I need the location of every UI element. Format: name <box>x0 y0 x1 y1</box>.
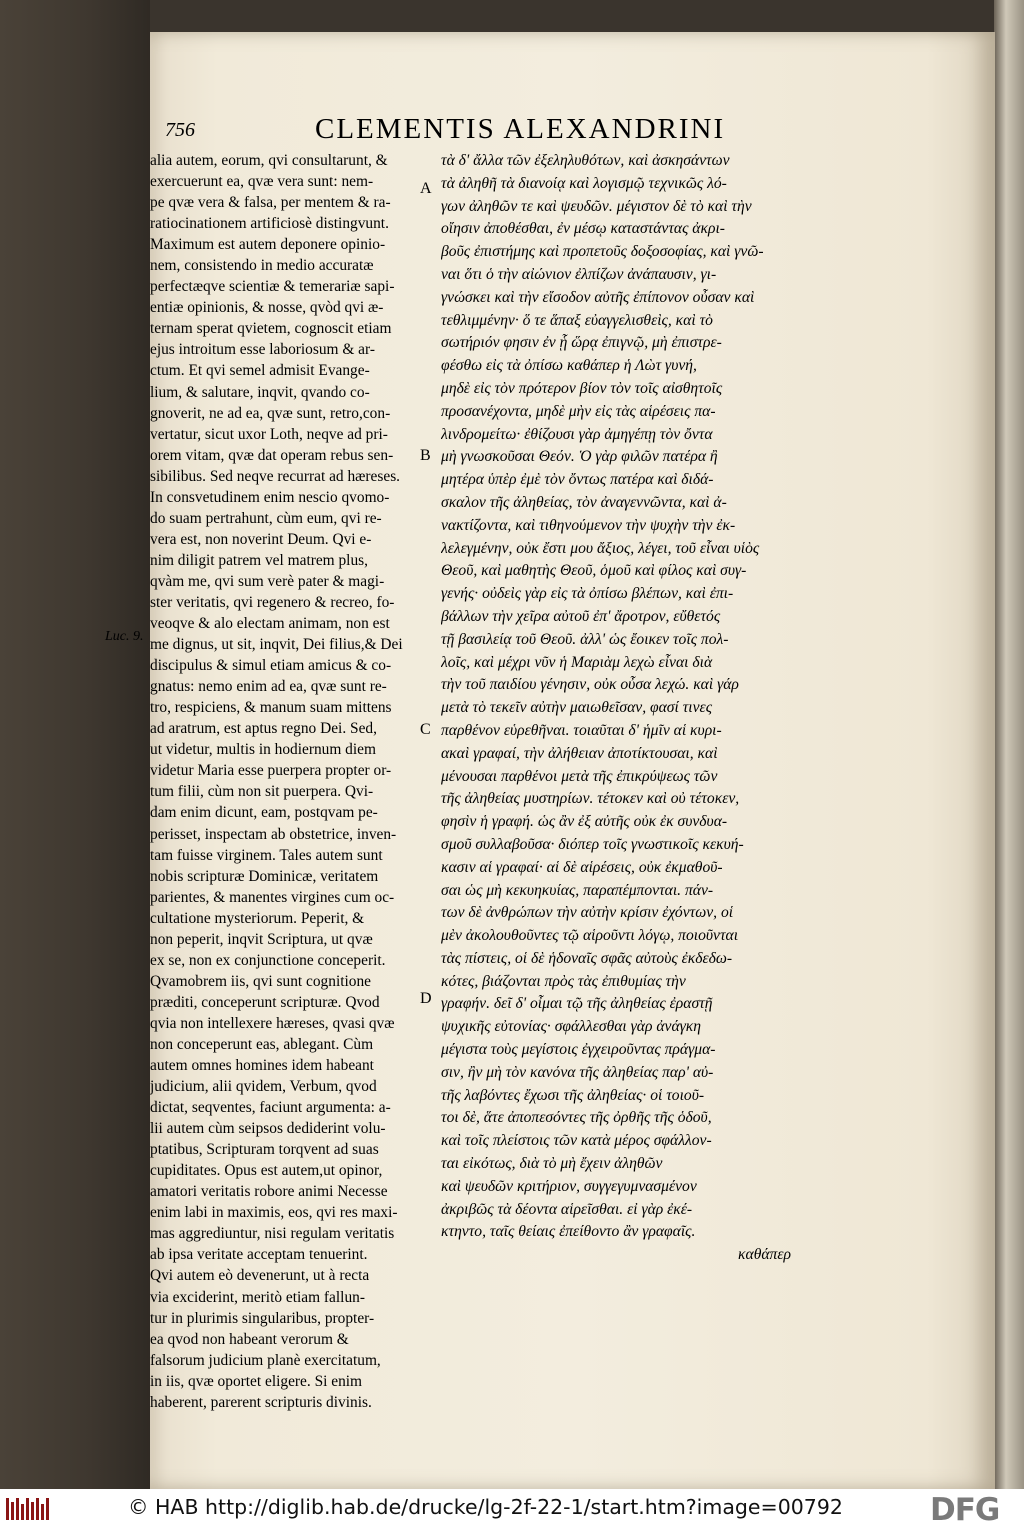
latin-text-line: Qvi autem eò devenerunt, ut à recta <box>150 1267 370 1285</box>
latin-text-line: do suam pertrahunt, cùm eum, qvi re- <box>150 509 382 527</box>
footer-bar <box>0 1489 1024 1529</box>
greek-text-line: γων ἀληθῶν τε καὶ ψευδῶν. μέγιστον δὲ τὸ καὶ τὴν <box>441 197 752 215</box>
greek-text-line: των δὲ ἀνθρώπων τὴν αὐτὴν κρίσιν ἐχόντων, οἱ <box>441 904 734 922</box>
latin-text-line: judicium, alii qvidem, Verbum, qvod <box>150 1078 377 1096</box>
greek-text-line: τῇ βασιλείᾳ τοῦ Θεοῦ. ἀλλ' ὡς ἔοικεν τοῖς πολ- <box>441 630 729 648</box>
running-head <box>165 113 815 153</box>
latin-text-line: sibilibus. Sed neqve recurrat ad hæreses. <box>150 467 401 485</box>
latin-text-line: entiæ opinionis, & nosse, qvòd qvi æ- <box>150 299 384 317</box>
latin-text-line: qvia non intellexere hæreses, qvasi qvæ <box>150 1014 395 1032</box>
greek-text-line: γραφήν. δεῖ δ' οἶμαι τῷ τῆς ἀληθείας ἐραστῇ <box>441 995 713 1013</box>
latin-text-line: perfectæqve scientiæ & temerariæ sapi- <box>150 278 395 296</box>
latin-text-line: tam fuisse virginem. Tales autem sunt <box>150 846 383 864</box>
latin-text-line: ea qvod non habeant verorum & <box>150 1330 349 1348</box>
greek-text-line: μέγιστα τοὺς μεγίστοις ἐγχειροῦντας πράγμα- <box>441 1041 716 1059</box>
greek-text-line: κότες, βιάζονται πρὸς τὰς ἐπιθυμίας τὴν <box>441 972 686 990</box>
latin-text-line: pe qvæ vera & falsa, per mentem & ra- <box>150 194 391 212</box>
latin-text-line: non peperit, inqvit Scriptura, ut qvæ <box>150 930 373 948</box>
latin-text-line: amatori veritatis robore animi Necesse <box>150 1183 388 1201</box>
greek-text-line: σιν, ἢν μὴ τὸν κανόνα τῆς ἀληθείας παρ' αὐ- <box>441 1063 714 1081</box>
greek-text-line: προσανέχοντα, μηδὲ μὴν εἰς τὰς αἱρέσεις πα- <box>441 402 716 420</box>
greek-text-line: μὴ γνωσκοῦσαι Θεόν. Ὁ γὰρ φιλῶν πατέρα ἢ <box>441 448 718 466</box>
latin-text-line: ab ipsa veritate acceptam tenuerint. <box>150 1246 368 1264</box>
latin-text-line: qvàm me, qvi sum verè pater & magi- <box>150 572 385 590</box>
latin-text-line: videtur Maria esse puerpera propter or- <box>150 762 392 780</box>
section-letter-b: B <box>420 447 431 464</box>
greek-text-line: μὲν ἀκολουθοῦντες τῷ αἱροῦντι λόγῳ, ποιοῦνται <box>441 927 739 945</box>
section-letter-d: D <box>420 990 432 1007</box>
greek-text-line: γενής· οὐδεὶς γὰρ εἰς τὰ ὀπίσω βλέπων, καὶ ἐπι- <box>441 585 734 603</box>
latin-text-line: ut videtur, multis in hodiernum diem <box>150 741 376 759</box>
latin-text-line: ad aratrum, est aptus regno Dei. Sed, <box>150 720 377 738</box>
greek-text-line: τῆς ἀληθείας μυστηρίων. τέτοκεν καὶ οὐ τέτοκεν, <box>441 790 740 808</box>
page-number: 756 <box>165 119 195 141</box>
greek-text-line: τοι δὲ, ἅτε ἀποπεσόντες τῆς ὀρθῆς τῆς ὁδοῦ, <box>441 1109 712 1127</box>
greek-text-line: τὰ ἀληθῆ τὰ διανοίᾳ καὶ λογισμῷ τεχνικῶς λό- <box>441 174 727 192</box>
section-letter-c: C <box>420 721 431 738</box>
greek-text-line: σμοῦ συλλαβοῦσα· διόπερ τοῖς γνωστικοῖς κεκυή- <box>441 835 744 853</box>
latin-text-line: nobis scripturæ Dominicæ, veritatem <box>150 867 379 885</box>
greek-text-line: φησὶν ἡ γραφή. ὡς ἂν ἐξ αὐτῆς οὐκ ἐκ συνδυα- <box>441 813 728 831</box>
latin-text-line: ratiocinationem artificiosè distingvunt. <box>150 215 389 233</box>
greek-text-line: ται εἰκότως, διὰ τὸ μὴ ἔχειν ἀληθῶν <box>441 1155 663 1173</box>
greek-text-line: ἀκριβῶς τὰ δέοντα αἱρεῖσθαι. εἰ γὰρ ἐκέ- <box>441 1200 693 1218</box>
latin-text-line: exercuerunt ea, qvæ vera sunt: nem- <box>150 173 374 191</box>
latin-text-line: ctum. Et qvi semel admisit Evange- <box>150 362 370 380</box>
previous-page-edge <box>0 0 150 1489</box>
running-title: CLEMENTIS ALEXANDRINI <box>315 113 726 145</box>
greek-text-line: παρθένον εὑρεθῆναι. τοιαῦται δ' ἡμῖν αἱ κυρι- <box>441 721 722 739</box>
margin-note: Luc. 9. <box>105 629 144 644</box>
latin-text-line: via exciderint, meritò etiam fallun- <box>150 1288 365 1306</box>
latin-text-line: præditi, conceperunt scripturæ. Qvod <box>150 993 380 1011</box>
latin-text-line: falsorum judicium planè exercitatum, <box>150 1351 381 1369</box>
latin-text-line: vertatur, sicut uxor Loth, neqve ad pri- <box>150 425 388 443</box>
latin-text-line: non conceperunt eas, ablegant. Cùm <box>150 1035 374 1053</box>
latin-text-line: in iis, qvæ oportet eligere. Si enim <box>150 1372 363 1390</box>
greek-text-line: τὰ δ' ἄλλα τῶν ἐξεληλυθότων, καὶ ἀσκησάντων <box>441 152 730 169</box>
latin-text-line: vera est, non noverint Deum. Qvi e- <box>150 530 372 548</box>
greek-text-line: οἴησιν ἀποθέσθαι, ἐν μέσῳ καταστάντας ἀκρι- <box>441 220 725 238</box>
greek-text-line: τῆς λαβόντες ἔχωσι τῆς ἀληθείας· οἱ τοιοῦ- <box>441 1086 705 1104</box>
latin-text-line: dictat, seqventes, faciunt argumenta: a- <box>150 1099 391 1117</box>
latin-text-line: lium, & salutare, inqvit, qvando co- <box>150 383 370 401</box>
greek-text-line: λινδρομείτω· ἐθίζουσι γὰρ ἀμηγέπῃ τὸν ὄντα <box>441 425 713 443</box>
greek-text-line: μετὰ τὸ τεκεῖν αὐτὴν μαιωθεῖσαν, φασί τινες <box>441 699 713 717</box>
greek-text-line: τεθλιμμένην· ὅ τε ἅπαξ εὐαγγελισθεὶς, καὶ τὸ <box>441 311 713 329</box>
greek-text-line: μένουσαι παρθένοι μετὰ τῆς ἐπικρύψεως τῶν <box>441 767 718 785</box>
latin-text-line: ejus introitum esse laboriosum & ar- <box>150 341 375 359</box>
latin-text-line: tur in plurimis singularibus, propter- <box>150 1309 375 1327</box>
greek-text-line: βοῦς ἐπιστήμης καὶ προπετοῦς δοξοσοφίας, καὶ γνῶ- <box>441 243 764 261</box>
latin-text-line: cultatione mysteriorum. Peperit, & <box>150 909 365 927</box>
greek-text-line: καὶ τοῖς πλείστοις τῶν κατὰ μέρος σφάλλον- <box>441 1132 712 1150</box>
latin-text-line: me dignus, ut sit, inqvit, Dei filius,& Dei <box>150 636 403 654</box>
latin-text-line: gnatus: nemo enim ad ea, qvæ sunt re- <box>150 678 387 696</box>
greek-text-line: καθάπερ <box>738 1246 791 1264</box>
greek-text-line: σαι ὡς μὴ κεκυηκυίας, παραπέμπονται. πάν- <box>441 881 714 899</box>
next-page-edge <box>994 0 1024 1489</box>
greek-text-line: Θεοῦ, καὶ μαθητὴς Θεοῦ, ὁμοῦ καὶ φίλος καὶ συγ- <box>441 562 747 580</box>
greek-text-line: ακαὶ γραφαί, τὴν ἀλήθειαν ἀποτίκτουσαι, καὶ <box>441 744 718 762</box>
greek-text-line: νακτίζοντα, καὶ τιθηνούμενον τὴν ψυχὴν τὴν ἐκ- <box>441 516 736 534</box>
latin-text-line: nem, consistendo in medio accuratæ <box>150 257 374 275</box>
greek-text-line: κτηντο, ταῖς θείαις ἐπείθοντο ἂν γραφαῖς. <box>441 1223 696 1241</box>
greek-text-line: καὶ ψευδῶν κριτήριον, συγγεγυμνασμένον <box>441 1177 697 1195</box>
latin-text-line: parientes, & manentes virgines cum oc- <box>150 888 395 906</box>
latin-text-line: alia autem, eorum, qvi consultarunt, & <box>150 152 388 169</box>
latin-text-line: ster veritatis, qvi regenero & recreo, fo- <box>150 593 395 611</box>
greek-text-line: τὴν τοῦ παιδίου γένησιν, οὐκ οὖσα λεχώ. καὶ γάρ <box>441 676 739 694</box>
section-letter-a: A <box>420 180 432 197</box>
latin-text-line: ptatibus, Scripturam torqvent ad suas <box>150 1141 379 1159</box>
greek-column <box>441 150 791 1267</box>
latin-text-line: enim labi in maximis, eos, qvi res maxi- <box>150 1204 398 1222</box>
latin-text-line: perisset, inspectam ab obstetrice, inven- <box>150 825 397 843</box>
latin-text-line: orem vitam, qvæ dat operam rebus sen- <box>150 446 394 464</box>
greek-text-line: λελεγμένην, οὐκ ἔστι μου ἄξιος, λέγει, τοῦ εἶναι υἱὸς <box>441 539 760 557</box>
latin-text-line: cupiditates. Opus est autem,ut opinor, <box>150 1162 383 1180</box>
latin-text-line: discipulus & simul etiam amicus & co- <box>150 657 392 675</box>
latin-text-line: nim diligit patrem vel matrem plus, <box>150 551 368 569</box>
greek-text-line: σκαλον τῆς ἀληθείας, τὸν ἀναγεννῶντα, καὶ ἀ- <box>441 493 727 511</box>
latin-text-line: tum filii, cùm non sit puerpera. Qvi- <box>150 783 374 801</box>
latin-column <box>150 150 429 1413</box>
greek-text-line: μηδὲ εἰς τὸν πρότερον βίον τὸν τοῖς αἰσθητοῖς <box>441 379 723 397</box>
latin-text-line: tro, respiciens, & manum suam mittens <box>150 699 392 717</box>
latin-text-line: ex se, non ex conjunctione conceperit. <box>150 951 386 969</box>
footer-link[interactable]: © HAB http://diglib.hab.de/drucke/lg-2f-22-1/start.htm?image=00792 <box>128 1495 843 1519</box>
latin-text-line: haberent, parerent scripturis divinis. <box>150 1393 372 1411</box>
greek-text-line: γνώσκει καὶ τὴν εἴσοδον αὐτῆς ἐπίπονον οὖσαν καὶ <box>441 288 755 306</box>
latin-text-line: lii autem cùm seipsos dediderint volu- <box>150 1120 386 1138</box>
library-logo-icon <box>6 1498 50 1520</box>
greek-text-line: βάλλων τὴν χεῖρα αὐτοῦ ἐπ' ἄροτρον, εὔθετός <box>441 607 721 625</box>
greek-text-line: κασιν αἱ γραφαί· αἱ δὲ αἱρέσεις, οὐκ ἐκμαθοῦ- <box>441 858 723 876</box>
greek-text-line: λοῖς, καὶ μέχρι νῦν ἡ Μαριὰμ λεχὼ εἶναι διὰ <box>441 653 713 671</box>
greek-text-line: μητέρα ὑπὲρ ἐμὲ τὸν ὄντως πατέρα καὶ διδά- <box>441 471 714 489</box>
latin-text-line: mas aggrediuntur, nisi regulam veritatis <box>150 1225 395 1243</box>
latin-text-line: Qvamobrem iis, qvi sunt cognitione <box>150 972 371 990</box>
latin-text-line: ternam sperat qvietem, cognoscit etiam <box>150 320 392 338</box>
greek-text-line: φέσθω εἰς τὰ ὀπίσω καθάπερ ἡ Λὼτ γυνή, <box>441 357 697 375</box>
latin-text-line: veoqve & alo electam animam, non est <box>150 615 390 633</box>
latin-text-line: gnoverit, ne ad ea, qvæ sunt, retro,con- <box>150 404 391 422</box>
latin-text-line: dam enim dicunt, eam, postqvam pe- <box>150 804 378 822</box>
greek-text-line: τὰς πίστεις, οἱ δὲ ἡδοναῖς σφᾶς αὐτοὺς ἐκδεδω- <box>441 949 733 967</box>
latin-text-line: autem omnes homines idem habeant <box>150 1057 374 1075</box>
greek-text-line: σωτήριόν φησιν ἐν ᾗ ὥρᾳ ἐπιγνῷ, μὴ ἐπιστρε- <box>441 334 722 352</box>
latin-text-line: In consvetudinem enim nescio qvomo- <box>150 488 390 506</box>
greek-text-line: ψυχικῆς εὐτονίας· σφάλλεσθαι γὰρ ἀνάγκη <box>441 1018 702 1036</box>
latin-text-line: Maximum est autem deponere opinio- <box>150 236 386 254</box>
greek-text-line: ναι ὅτι ὁ τὴν αἰώνιον ἐλπίζων ἀνάπαυσιν, γι- <box>441 265 717 283</box>
dfg-logo: DFG <box>930 1492 1000 1528</box>
